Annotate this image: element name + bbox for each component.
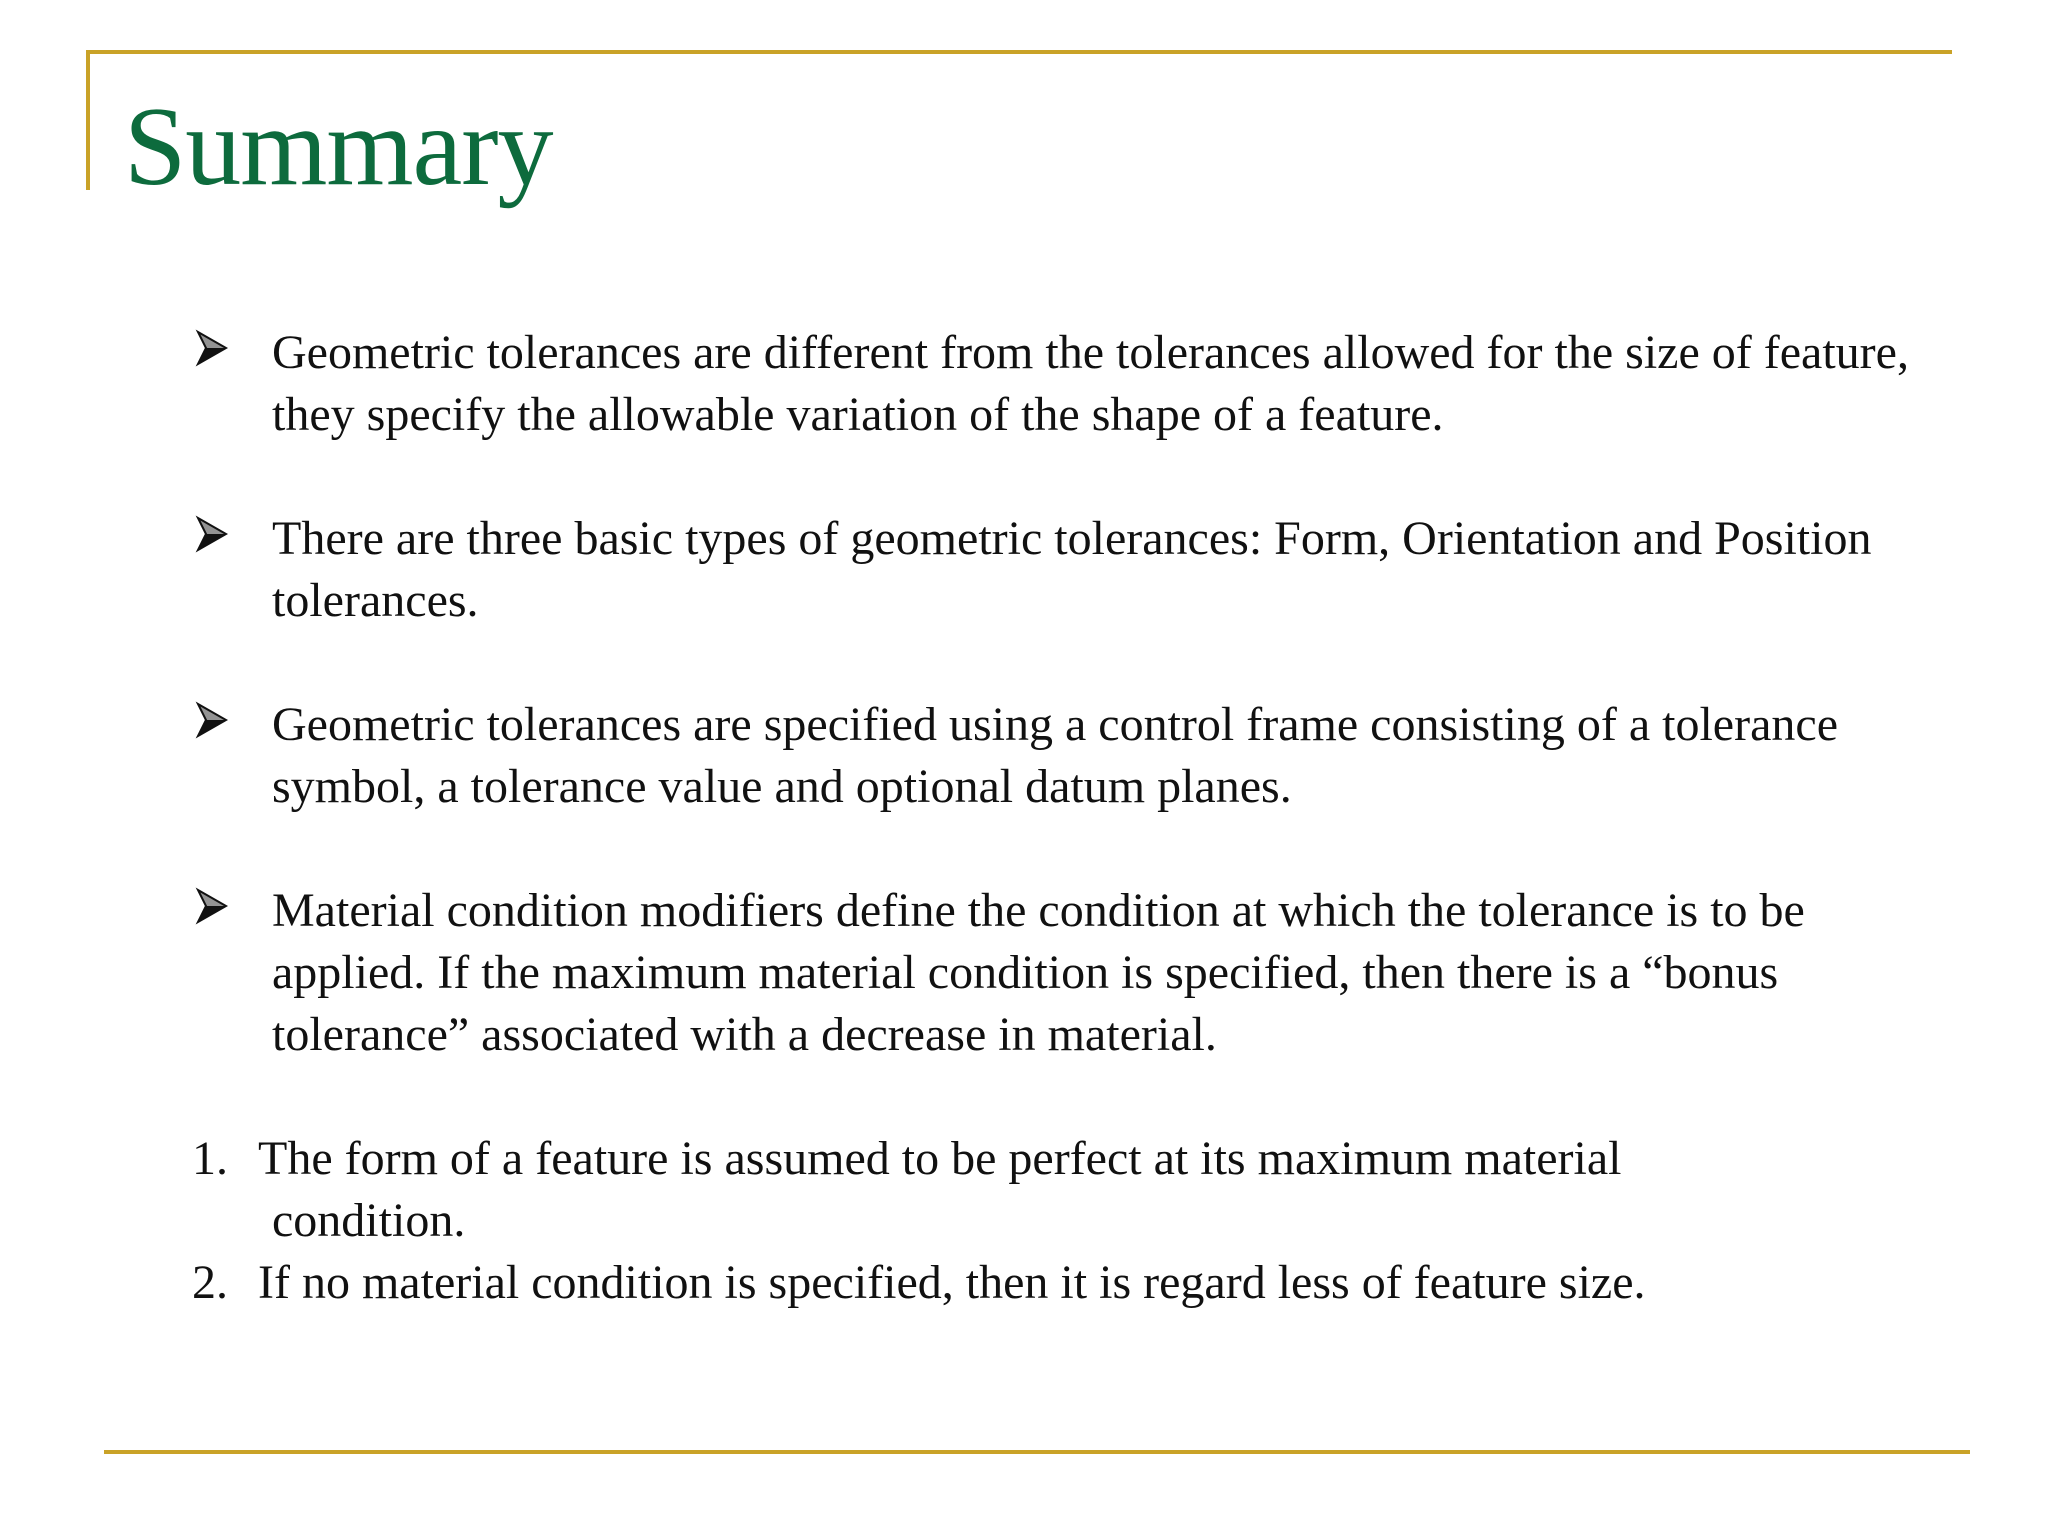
bullet-item	[192, 322, 1912, 446]
arrowhead-bullet-icon	[192, 322, 272, 368]
numbered-item-continuation: condition.	[272, 1194, 466, 1247]
bullet-text: Geometric tolerances are specified using a control frame consisting of a tolerance symbol, a tolerance value and optional datum planes.	[272, 698, 1838, 813]
numbered-item	[192, 1128, 1912, 1252]
bullet-item	[192, 880, 1912, 1066]
bullet-item	[192, 508, 1912, 632]
arrowhead-bullet-icon	[192, 508, 272, 554]
numbered-item	[192, 1252, 1912, 1314]
left-accent-rule	[86, 50, 90, 190]
arrowhead-bullet-icon	[192, 694, 272, 740]
numbered-item-line: If no material condition is specified, then it is regard less of feature size.	[258, 1256, 1646, 1309]
top-accent-rule	[86, 50, 1952, 54]
slide-body	[192, 322, 1912, 1314]
bullet-text: There are three basic types of geometric tolerances: Form, Orientation and Position tolerances.	[272, 512, 1872, 627]
list-number: 1.	[192, 1132, 228, 1185]
numbered-item-line: The form of a feature is assumed to be perfect at its maximum material	[258, 1132, 1622, 1185]
numbered-item-text	[258, 1128, 1912, 1252]
slide-title: Summary	[124, 85, 553, 209]
numbered-list	[192, 1128, 1912, 1314]
numbered-item-text	[258, 1252, 1912, 1314]
bullet-text: Geometric tolerances are different from the tolerances allowed for the size of feature, they specify the allowable variation of the shape of a feature.	[272, 326, 1909, 441]
list-number: 2.	[192, 1256, 228, 1309]
bottom-accent-rule	[104, 1450, 1970, 1454]
bullet-text: Material condition modifiers define the condition at which the tolerance is to be applied. If the maximum material condition is specified, then there is a “bonus tolerance” associated with a decrease in material.	[272, 884, 1805, 1061]
arrowhead-bullet-icon	[192, 880, 272, 926]
bullet-item	[192, 694, 1912, 818]
